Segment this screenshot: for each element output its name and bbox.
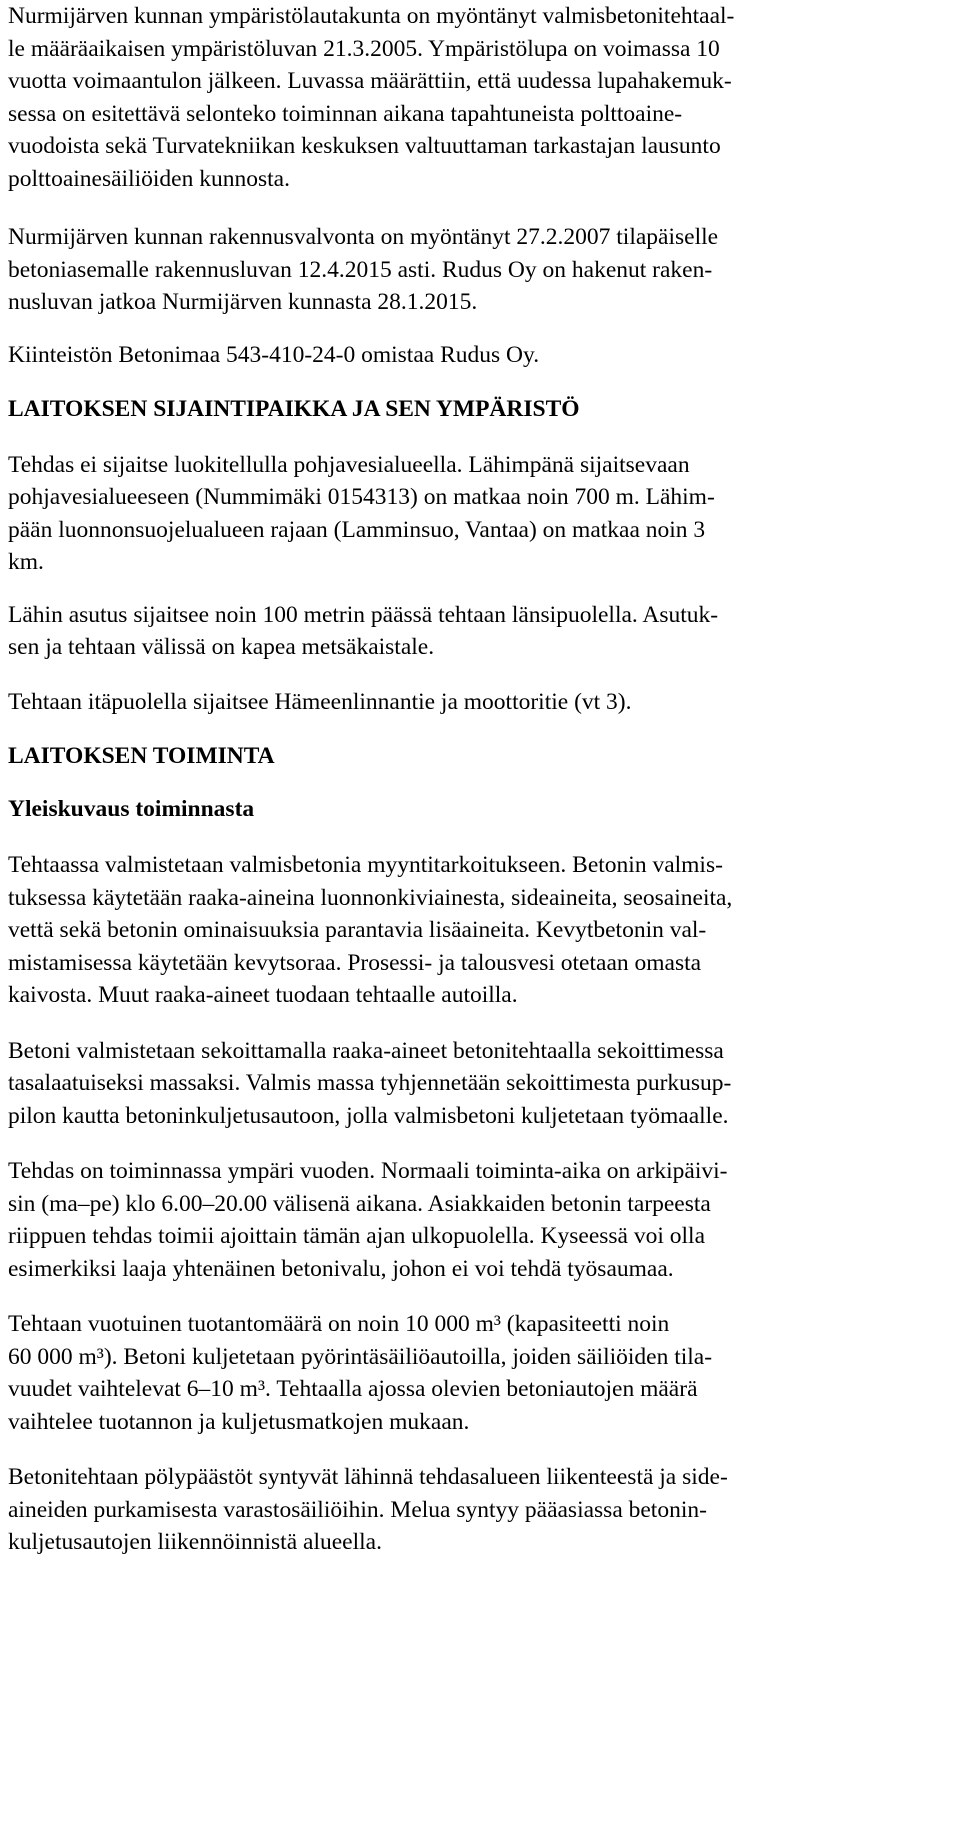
paragraph [8, 1155, 923, 1285]
paragraph-line: tasalaatuiseksi massaksi. Valmis massa tyhjennetään sekoittimesta purkusup- [8, 1070, 732, 1096]
heading-text: LAITOKSEN TOIMINTA [8, 743, 275, 769]
heading-text: Yleiskuvaus toiminnasta [8, 795, 255, 822]
paragraph-line: km. [8, 549, 44, 575]
paragraph-line: Betoni valmistetaan sekoittamalla raaka-aineet betonitehtaalla sekoittimessa [8, 1037, 724, 1064]
document-page [8, 0, 923, 1559]
paragraph-line: Nurmijärven kunnan ympäristölautakunta on myöntänyt valmisbetonitehtaal- [8, 3, 735, 29]
paragraph-line: Betonitehtaan pölypäästöt syntyvät lähinnä tehdasalueen liikenteestä ja side- [8, 1464, 728, 1490]
section-heading [8, 740, 923, 773]
paragraph [8, 221, 923, 319]
paragraph-line: sin (ma–pe) klo 6.00–20.00 välisenä aikana. Asiakkaiden betonin tarpeesta [8, 1190, 711, 1217]
paragraph-line: Nurmijärven kunnan rakennusvalvonta on myöntänyt 27.2.2007 tilapäiselle [8, 224, 719, 250]
paragraph-line: le määräaikaisen ympäristöluvan 21.3.2005. Ympäristölupa on voimassa 10 [8, 35, 720, 62]
paragraph-line: tuksessa käytetään raaka-aineina luonnonkiviainesta, sideaineita, seosaineita, [8, 884, 733, 911]
paragraph-line: sen ja tehtaan välissä on kapea metsäkaistale. [8, 634, 435, 660]
section-heading [8, 793, 923, 826]
paragraph-line: 60 000 m³). Betoni kuljetetaan pyörintäsäiliöautoilla, joiden säiliöiden tila- [8, 1343, 713, 1370]
paragraph-line: polttoainesäiliöiden kunnosta. [8, 165, 290, 192]
paragraph-line: kaivosta. Muut raaka-aineet tuodaan tehtaalle autoilla. [8, 982, 518, 1008]
paragraph-line: Kiinteistön Betonimaa 543-410-24-0 omistaa Rudus Oy. [8, 341, 540, 368]
paragraph [8, 339, 923, 372]
paragraph [8, 449, 923, 579]
paragraph-line: Tehtaan vuotuinen tuotantomäärä on noin 10 000 m³ (kapasiteetti noin [8, 1311, 670, 1337]
paragraph-line: pilon kautta betoninkuljetusautoon, jolla valmisbetoni kuljetetaan työmaalle. [8, 1102, 729, 1129]
paragraph-line: pohjavesialueeseen (Nummimäki 0154313) on matkaa noin 700 m. Lähim- [8, 484, 715, 510]
paragraph-line: vettä sekä betonin ominaisuuksia parantavia lisäaineita. Kevytbetonin val- [8, 917, 707, 943]
paragraph [8, 1308, 923, 1438]
paragraph-line: nusluvan jatkoa Nurmijärven kunnasta 28.1.2015. [8, 289, 478, 315]
paragraph-line: vuudet vaihtelevat 6–10 m³. Tehtaalla ajossa olevien betoniautojen määrä [8, 1376, 698, 1402]
paragraph [8, 1461, 923, 1559]
section-heading [8, 393, 923, 426]
paragraph [8, 0, 923, 195]
paragraph-line: Tehtaassa valmistetaan valmisbetonia myyntitarkoitukseen. Betonin valmis- [8, 852, 723, 878]
paragraph-line: vaihtelee tuotannon ja kuljetusmatkojen mukaan. [8, 1408, 470, 1435]
paragraph-line: riippuen tehdas toimii ajoittain tämän ajan ulkopuolella. Kyseessä voi olla [8, 1223, 706, 1249]
paragraph-line: esimerkiksi laaja yhtenäinen betonivalu, johon ei voi tehdä työsaumaa. [8, 1255, 674, 1282]
paragraph [8, 599, 923, 664]
paragraph-line: betoniasemalle rakennusluvan 12.4.2015 asti. Rudus Oy on hakenut raken- [8, 256, 713, 283]
paragraph-line: Tehdas ei sijaitse luokitellulla pohjavesialueella. Lähimpänä sijaitsevaan [8, 451, 690, 478]
paragraph [8, 849, 923, 1012]
paragraph-line: kuljetusautojen liikennöinnistä alueella. [8, 1529, 382, 1555]
paragraph [8, 686, 923, 719]
paragraph-line: Tehtaan itäpuolella sijaitsee Hämeenlinnantie ja moottoritie (vt 3). [8, 688, 632, 715]
paragraph [8, 1035, 923, 1133]
paragraph-line: mistamisessa käytetään kevytsoraa. Prosessi- ja talousvesi otetaan omasta [8, 949, 702, 976]
paragraph-line: sessa on esitettävä selonteko toiminnan aikana tapahtuneista polttoaine- [8, 100, 683, 127]
paragraph-line: pään luonnonsuojelualueen rajaan (Lamminsuo, Vantaa) on matkaa noin 3 [8, 516, 706, 543]
heading-text: LAITOKSEN SIJAINTIPAIKKA JA SEN YMPÄRISTÖ [8, 396, 580, 422]
paragraph-line: aineiden purkamisesta varastosäiliöihin. Melua syntyy pääasiassa betonin- [8, 1496, 707, 1523]
paragraph-line: Tehdas on toiminnassa ympäri vuoden. Normaali toiminta-aika on arkipäivi- [8, 1158, 728, 1184]
paragraph-line: Lähin asutus sijaitsee noin 100 metrin päässä tehtaan länsipuolella. Asutuk- [8, 601, 719, 628]
paragraph-line: vuodoista sekä Turvatekniikan keskuksen valtuuttaman tarkastajan lausunto [8, 133, 721, 159]
paragraph-line: vuotta voimaantulon jälkeen. Luvassa määrättiin, että uudessa lupahakemuk- [8, 68, 732, 94]
